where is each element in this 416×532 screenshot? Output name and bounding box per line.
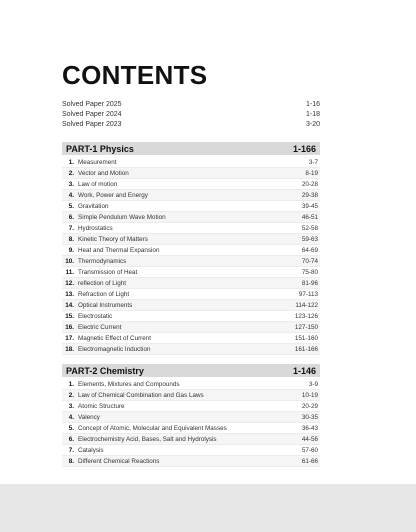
solved-paper-row: [62, 110, 320, 120]
table-row: [62, 300, 320, 311]
table-row: [62, 234, 320, 245]
table-row: [62, 212, 320, 223]
topic-title: Law of Chemical Combination and Gas Laws: [78, 391, 204, 399]
topic-number: 3.: [68, 180, 74, 188]
topic-number: 18.: [65, 345, 74, 353]
topic-title: Law of motion: [78, 180, 118, 188]
topic-title: Valency: [78, 413, 100, 421]
topic-number: 5.: [68, 424, 74, 432]
topic-pages: 81-96: [301, 279, 318, 287]
topic-title: Electrochemistry Acid, Bases, Salt and Hydrolysis: [78, 435, 217, 443]
part-1-topic-list: [62, 157, 320, 355]
table-row: [62, 179, 320, 190]
table-row: [62, 168, 320, 179]
topic-title: Vector and Motion: [78, 169, 129, 177]
solved-paper-row: [62, 100, 320, 110]
topic-title: Different Chemical Reactions: [78, 457, 160, 465]
table-row: [62, 256, 320, 267]
topic-pages: 30-35: [301, 413, 318, 421]
table-row: [62, 201, 320, 212]
topic-number: 7.: [68, 446, 74, 454]
table-row: [62, 223, 320, 234]
topic-pages: 39-45: [301, 202, 318, 210]
topic-pages: 20-29: [301, 402, 318, 410]
topic-pages: 20-28: [301, 180, 318, 188]
topic-pages: 8-19: [305, 169, 318, 177]
solved-papers-list: [62, 100, 320, 130]
solved-paper-row: [62, 120, 320, 130]
part-pages: 1-146: [292, 365, 316, 376]
table-row: [62, 333, 320, 344]
topic-title: reflection of Light: [78, 279, 126, 287]
part-heading: PART-1 Physics: [66, 143, 134, 154]
solved-paper-pages: 3-20: [305, 121, 320, 128]
topic-pages: 75-80: [301, 268, 318, 276]
topic-pages: 123-126: [294, 312, 318, 320]
topic-title: Optical Instruments: [78, 301, 133, 309]
topic-title: Refraction of Light: [78, 290, 130, 298]
solved-paper-label: Solved Paper 2024: [62, 111, 122, 118]
topic-number: 1.: [68, 158, 74, 166]
topic-title: Measurement: [78, 158, 117, 166]
topic-number: 3.: [68, 402, 74, 410]
table-row: [62, 390, 320, 401]
topic-number: 11.: [65, 268, 74, 276]
table-row: [62, 267, 320, 278]
topic-title: Simple Pendulum Wave Motion: [78, 213, 166, 221]
table-row: [62, 456, 320, 467]
topic-number: 15.: [65, 312, 74, 320]
topic-pages: 57-60: [301, 446, 318, 454]
topic-title: Hydrostatics: [78, 224, 113, 232]
part-2-heading-bar: [62, 364, 320, 377]
topic-title: Heat and Thermal Expansion: [78, 246, 160, 254]
topic-number: 13.: [65, 290, 74, 298]
topic-number: 4.: [68, 413, 74, 421]
topic-number: 12.: [65, 279, 74, 287]
topic-number: 6.: [68, 435, 74, 443]
table-row: [62, 311, 320, 322]
topic-number: 10.: [65, 257, 74, 265]
table-row: [62, 245, 320, 256]
topic-number: 5.: [68, 202, 74, 210]
part-1-heading-bar: [62, 142, 320, 155]
topic-number: 7.: [68, 224, 74, 232]
page-footer-band: [0, 484, 416, 532]
topic-number: 2.: [68, 391, 74, 399]
topic-title: Work, Power and Energy: [78, 191, 148, 199]
topic-pages: 46-51: [301, 213, 318, 221]
topic-pages: 29-38: [301, 191, 318, 199]
topic-title: Electric Current: [78, 323, 122, 331]
topic-number: 8.: [68, 457, 74, 465]
topic-pages: 52-58: [301, 224, 318, 232]
topic-number: 16.: [65, 323, 74, 331]
topic-title: Magnetic Effect of Current: [78, 334, 152, 342]
topic-title: Atomic Structure: [78, 402, 125, 410]
table-row: [62, 423, 320, 434]
solved-paper-label: Solved Paper 2023: [62, 121, 122, 128]
page-title: CONTENTS: [62, 60, 208, 90]
part-pages: 1-166: [292, 143, 316, 154]
topic-number: 9.: [68, 246, 74, 254]
table-row: [62, 434, 320, 445]
table-row: [62, 157, 320, 168]
solved-paper-label: Solved Paper 2025: [62, 101, 122, 108]
topic-title: Transmission of Heat: [78, 268, 138, 276]
table-row: [62, 322, 320, 333]
topic-pages: 64-69: [301, 246, 318, 254]
topic-title: Catalysis: [78, 446, 104, 454]
topic-pages: 61-66: [301, 457, 318, 465]
topic-number: 2.: [68, 169, 74, 177]
table-row: [62, 412, 320, 423]
part-2-topic-list: [62, 379, 320, 467]
solved-paper-pages: 1-16: [305, 101, 320, 108]
topic-pages: 44-56: [301, 435, 318, 443]
part-heading: PART-2 Chemistry: [66, 365, 144, 376]
topic-number: 14.: [65, 301, 74, 309]
topic-title: Elements, Mixtures and Compounds: [78, 380, 180, 388]
part-2-section: [62, 364, 320, 467]
topic-number: 4.: [68, 191, 74, 199]
table-row: [62, 278, 320, 289]
part-1-section: [62, 142, 320, 355]
table-row: [62, 190, 320, 201]
topic-pages: 161-166: [294, 345, 318, 353]
topic-title: Thermodynamics: [78, 257, 127, 265]
topic-number: 8.: [68, 235, 74, 243]
topic-title: Gravitation: [78, 202, 109, 210]
topic-pages: 114-122: [295, 301, 318, 309]
table-row: [62, 379, 320, 390]
topic-title: Concept of Atomic, Molecular and Equivalent Masses: [78, 424, 227, 432]
topic-pages: 10-19: [301, 391, 318, 399]
topic-title: Electromagnetic Induction: [78, 345, 151, 353]
topic-pages: 151-160: [294, 334, 318, 342]
table-row: [62, 445, 320, 456]
topic-pages: 70-74: [301, 257, 318, 265]
table-row: [62, 289, 320, 300]
solved-paper-pages: 1-18: [305, 111, 320, 118]
table-row: [62, 401, 320, 412]
topic-title: Kinetic Theory of Matters: [78, 235, 148, 243]
topic-title: Electrostatic: [78, 312, 113, 320]
topic-pages: 97-113: [298, 290, 318, 298]
topic-pages: 36-43: [301, 424, 318, 432]
topic-pages: 127-150: [294, 323, 318, 331]
topic-number: 1.: [68, 380, 74, 388]
table-row: [62, 344, 320, 355]
topic-pages: 3-9: [308, 380, 318, 388]
topic-pages: 59-63: [301, 235, 318, 243]
topic-number: 17.: [65, 334, 74, 342]
topic-pages: 3-7: [308, 158, 318, 166]
topic-number: 6.: [68, 213, 74, 221]
